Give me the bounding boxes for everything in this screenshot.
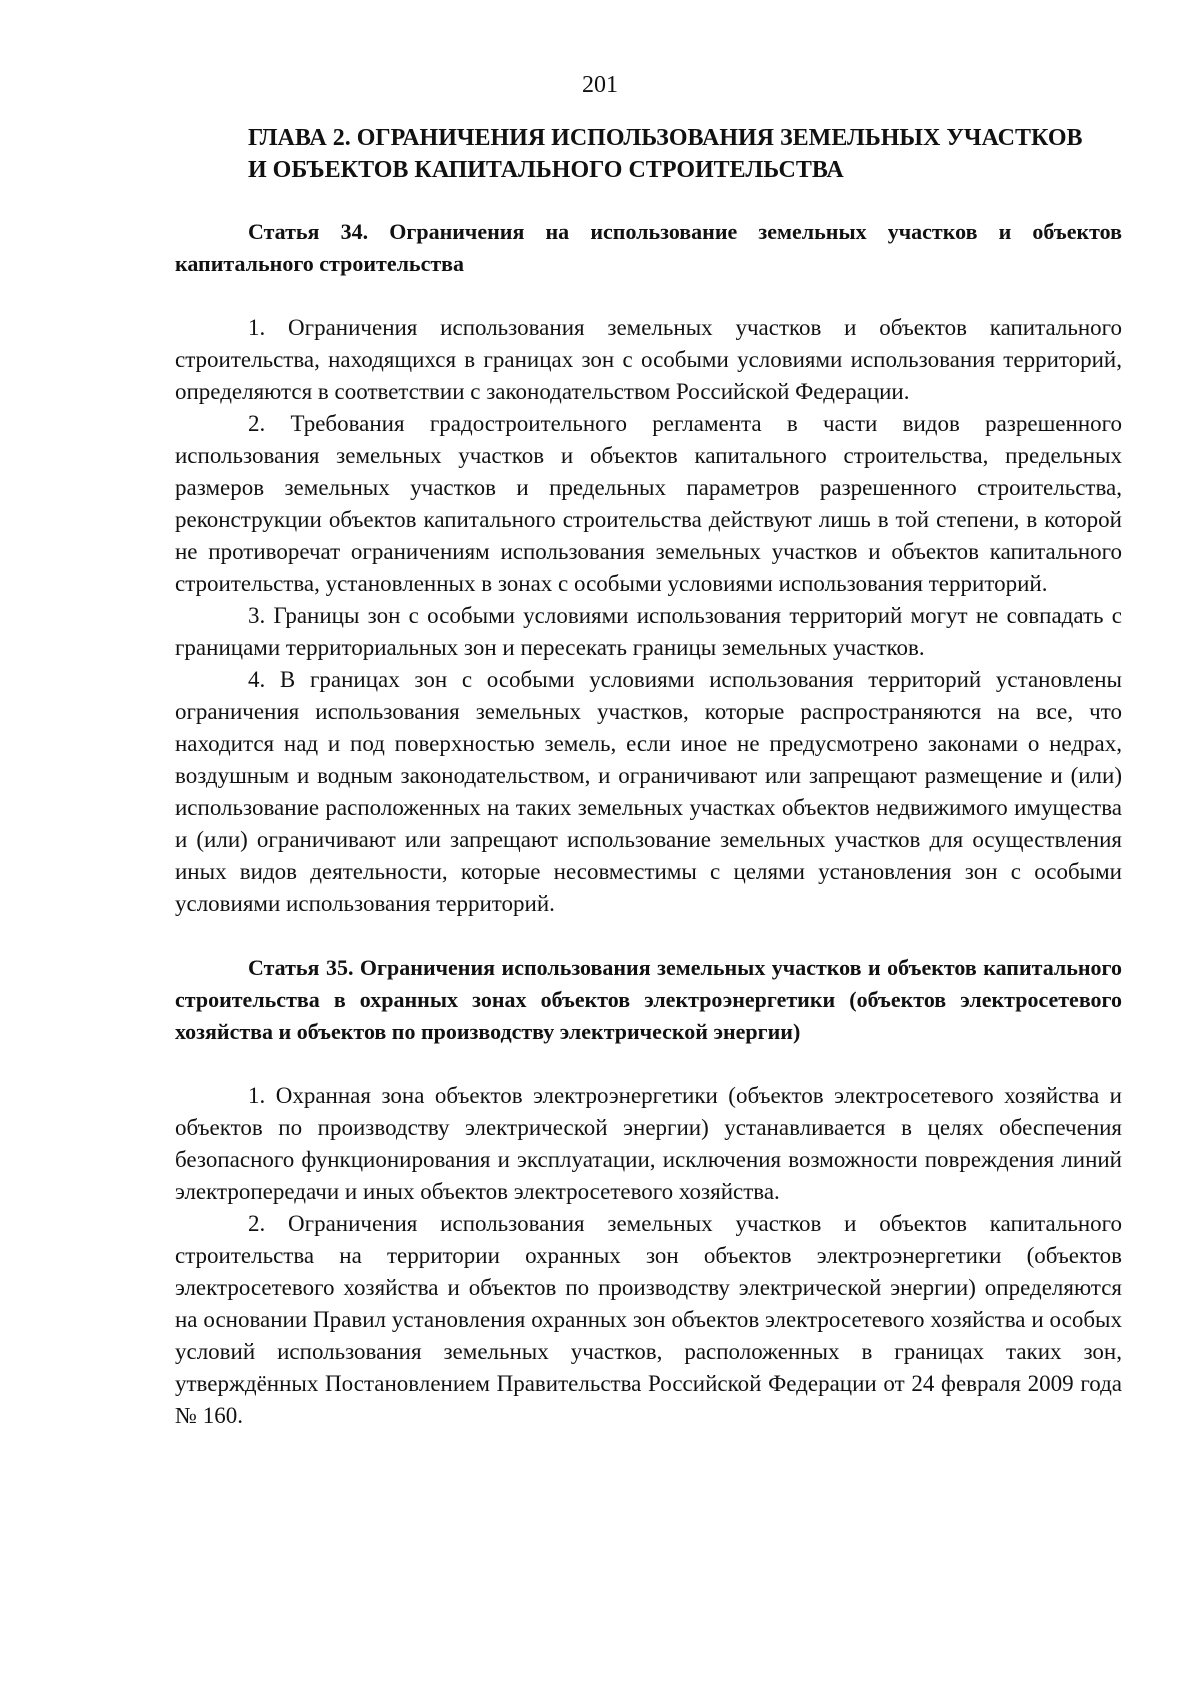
article-34-title: Статья 34. Ограничения на использование земельных участков и объектов капитального строительства — [175, 219, 1122, 276]
page-number: 201 — [582, 72, 618, 98]
article-35-paragraph-1: 1. Охранная зона объектов электроэнергетики (объектов электросетевого хозяйства и объектов по производству электрической энергии) устанавливается в целях обеспечения безопасного функционирования и эксплуатации, исключения возможности повреждения линий электропередачи и иных объектов электросетевого хозяйства. — [175, 1083, 1122, 1204]
article-35-paragraph-2: 2. Ограничения использования земельных участков и объектов капитального строительства на территории охранных зон объектов электроэнергетики (объектов электросетевого хозяйства и объектов по производству электрической энергии) определяются на основании Правил установления охранных зон объектов электросетевого хозяйства и особых условий использования земельных участков, расположенных в границах таких зон, утверждённых Постановлением Правительства Российской Федерации от 24 февраля 2009 года № 160. — [175, 1211, 1122, 1428]
document-body — [175, 122, 1122, 1432]
article-34-paragraph-2: 2. Требования градостроительного регламента в части видов разрешенного использования земельных участков и объектов капитального строительства, предельных размеров земельных участков и предельных параметров разрешенного строительства, реконструкции объектов капитального строительства действуют лишь в той степени, в которой не противоречат ограничениям использования земельных участков и объектов капитального строительства, установленных в зонах с особыми условиями использования территорий. — [175, 411, 1122, 596]
chapter-heading — [175, 122, 1122, 186]
chapter-heading-line-1: ГЛАВА 2. ОГРАНИЧЕНИЯ ИСПОЛЬЗОВАНИЯ ЗЕМЕЛЬНЫХ УЧАСТКОВ — [248, 125, 1083, 151]
article-34-paragraph-4: 4. В границах зон с особыми условиями использования территорий установлены ограничения использования земельных участков, которые распространяются на все, что находится над и под поверхностью земель, если иное не предусмотрено законами о недрах, воздушным и водным законодательством, и ограничивают или запрещают размещение и (или) использование расположенных на таких земельных участках объектов недвижимого имущества и (или) ограничивают или запрещают использование земельных участков для осуществления иных видов деятельности, которые несовместимы с целями установления зон с особыми условиями использования территорий. — [175, 667, 1122, 916]
article-34-paragraph-1: 1. Ограничения использования земельных участков и объектов капитального строительства, находящихся в границах зон с особыми условиями использования территорий, определяются в соответствии с законодательством Российской Федерации. — [175, 315, 1122, 404]
article-35-title: Статья 35. Ограничения использования земельных участков и объектов капитального строительства в охранных зонах объектов электроэнергетики (объектов электросетевого хозяйства и объектов по производству электрической энергии) — [175, 955, 1122, 1044]
article-35 — [175, 952, 1122, 1432]
article-34-paragraph-3: 3. Границы зон с особыми условиями использования территорий могут не совпадать с границами территориальных зон и пересекать границы земельных участков. — [175, 603, 1122, 660]
article-34 — [175, 216, 1122, 920]
chapter-heading-line-2: И ОБЪЕКТОВ КАПИТАЛЬНОГО СТРОИТЕЛЬСТВА — [248, 157, 844, 183]
